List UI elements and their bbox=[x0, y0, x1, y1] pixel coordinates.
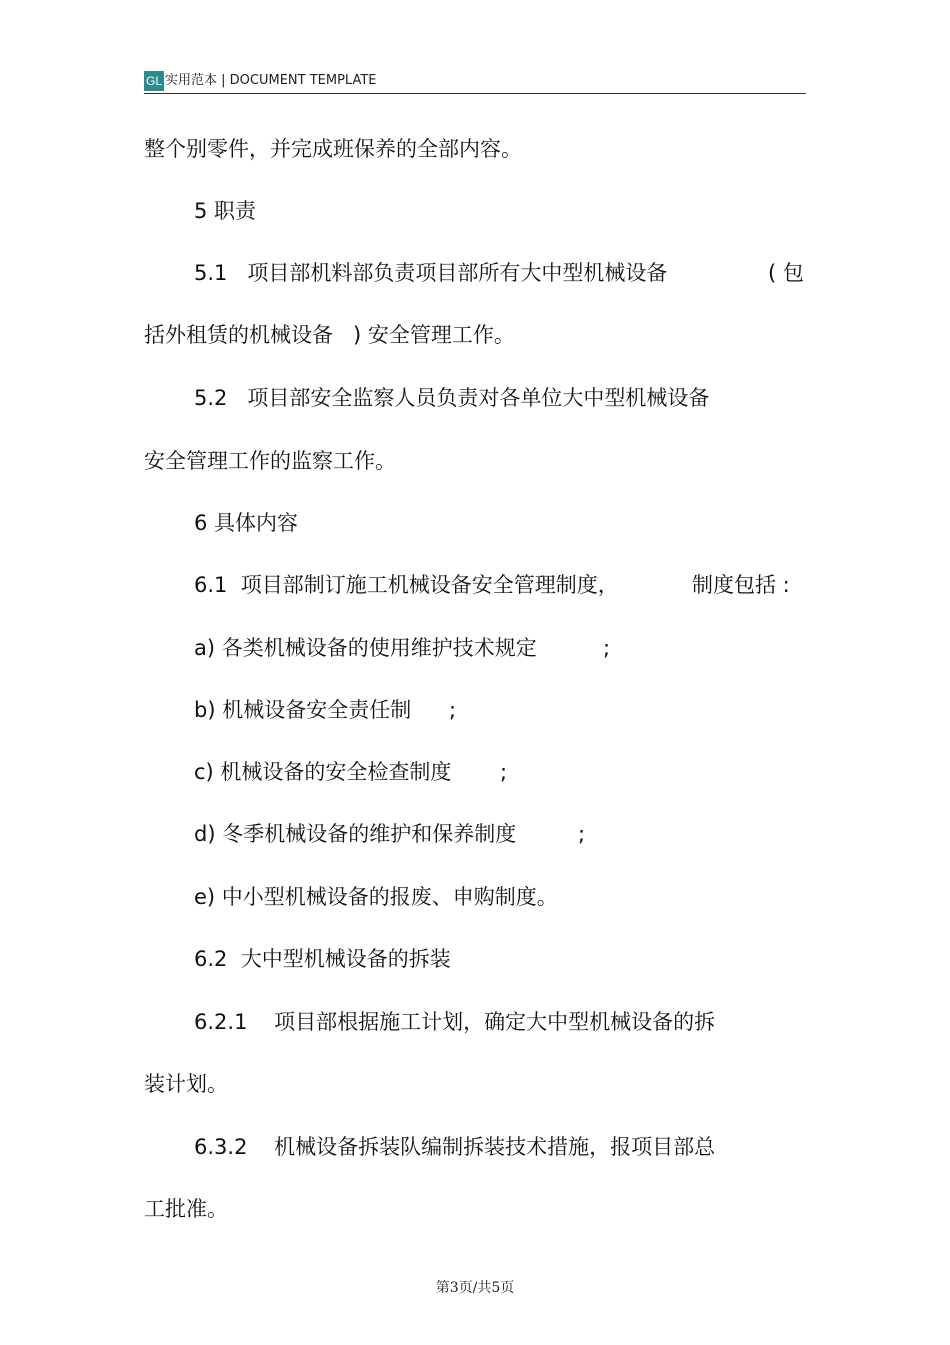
section-heading: 5 职责 bbox=[194, 199, 257, 223]
body-line: 6.2.1 项目部根据施工计划，确定大中型机械设备的拆 bbox=[194, 1010, 716, 1034]
body-line: 装计划。 bbox=[144, 1072, 228, 1096]
list-item-end: ; bbox=[578, 822, 586, 846]
body-line: 6.1 项目部制订施工机械设备安全管理制度， bbox=[194, 573, 619, 597]
list-item: e) 中小型机械设备的报废、申购制度。 bbox=[194, 885, 558, 909]
header-title: 实用范本 | DOCUMENT TEMPLATE bbox=[165, 73, 377, 88]
body-line: 安全管理工作的监察工作。 bbox=[144, 449, 396, 473]
body-line: 括外租赁的机械设备 ) 安全管理工作。 bbox=[144, 323, 515, 347]
body-line-tail: 制度包括 : bbox=[692, 573, 790, 597]
body-line: 5.2 项目部安全监察人员负责对各单位大中型机械设备 bbox=[194, 386, 710, 410]
document-header bbox=[144, 68, 806, 94]
list-item-end: ; bbox=[449, 698, 457, 722]
body-line-tail: ( 包 bbox=[768, 261, 804, 285]
list-item-end: ; bbox=[500, 760, 508, 784]
list-item: b) 机械设备安全责任制 bbox=[194, 698, 412, 722]
list-item: d) 冬季机械设备的维护和保养制度 bbox=[194, 822, 517, 846]
list-item: a) 各类机械设备的使用维护技术规定 bbox=[194, 636, 537, 660]
body-line: 工批准。 bbox=[144, 1197, 228, 1221]
section-heading: 6 具体内容 bbox=[194, 511, 299, 535]
body-line: 整个别零件，并完成班保养的全部内容。 bbox=[144, 137, 522, 161]
list-item: c) 机械设备的安全检查制度 bbox=[194, 760, 452, 784]
page-number: 第3页/共5页 bbox=[435, 1280, 515, 1296]
list-item-end: ; bbox=[603, 636, 611, 660]
body-line: 5.1 项目部机料部负责项目部所有大中型机械设备 bbox=[194, 261, 668, 285]
gl-logo: GL bbox=[144, 71, 164, 91]
section-heading: 6.2 大中型机械设备的拆装 bbox=[194, 947, 451, 971]
body-line: 6.3.2 机械设备拆装队编制拆装技术措施，报项目部总 bbox=[194, 1135, 716, 1159]
